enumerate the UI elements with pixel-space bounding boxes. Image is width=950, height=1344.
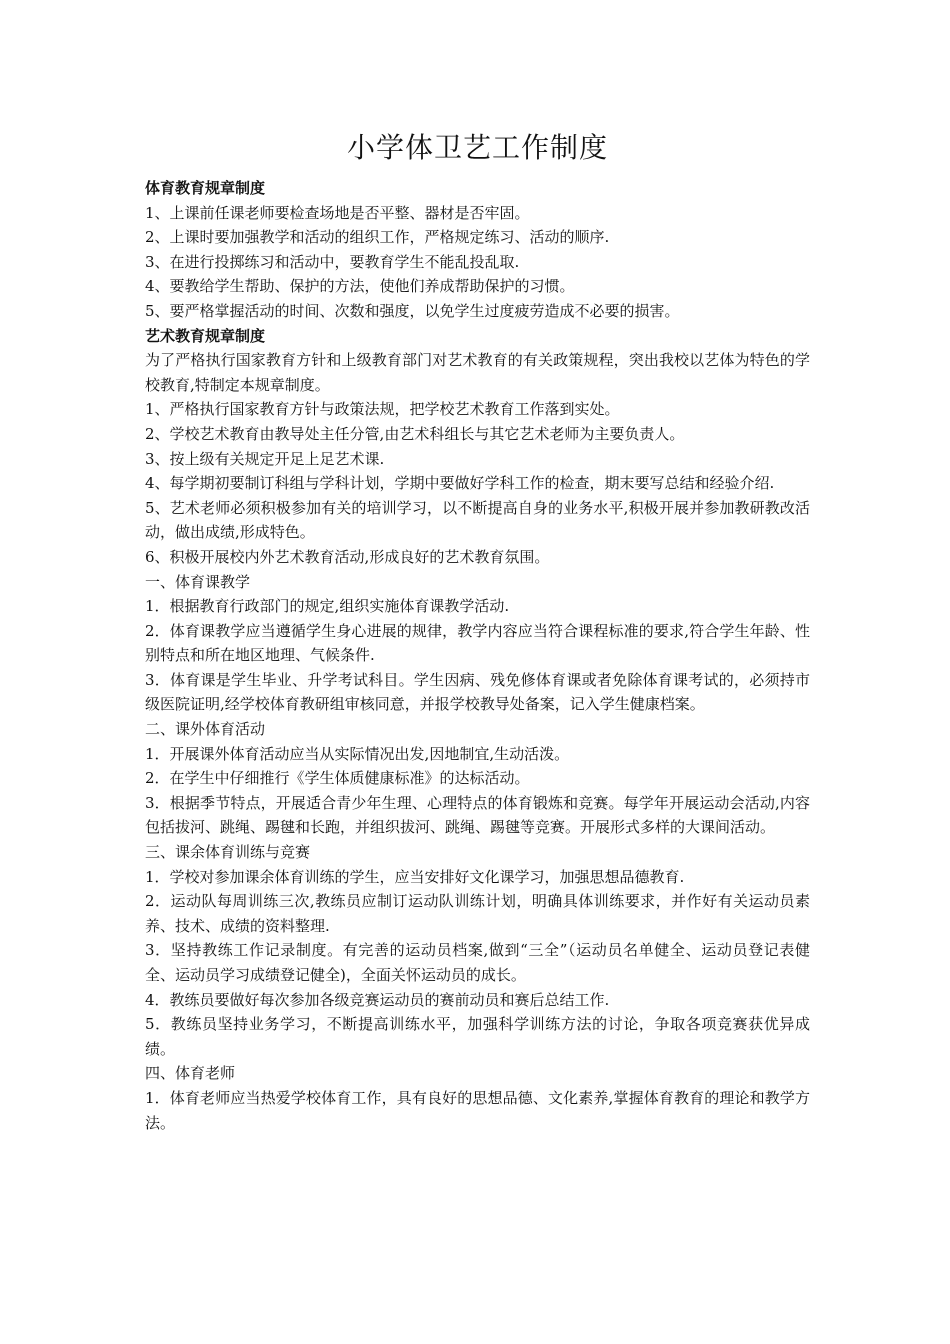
document-page	[145, 128, 810, 1135]
body-paragraph: 二、课外体育活动	[145, 720, 266, 739]
body-paragraph: 2．运动队每周训练三次,教练员应制订运动队训练计划，明确具体训练要求，并作好有关运动员素养、技术、成绩的资料整理.	[145, 892, 810, 935]
body-paragraph: 为了严格执行国家教育方针和上级教育部门对艺术教育的有关政策规程，突出我校以艺体为特色的学校教育,特制定本规章制度。	[145, 351, 810, 394]
body-paragraph: 3．体育课是学生毕业、升学考试科目。学生因病、残免修体育课或者免除体育课考试的，必须持市级医院证明,经学校体育教研组审核同意，并报学校教导处备案，记入学生健康档案。	[145, 670, 810, 714]
body-paragraph: 1．开展课外体育活动应当从实际情况出发,因地制宜,生动活泼。	[145, 744, 570, 763]
body-paragraph: 2．在学生中仔细推行《学生体质健康标准》的达标活动。	[145, 769, 530, 788]
body-paragraph: 2．体育课教学应当遵循学生身心进展的规律，教学内容应当符合课程标准的要求,符合学生年龄、性别特点和所在地区地理、气候条件.	[145, 621, 810, 665]
body-paragraph: 三、课余体育训练与竞赛	[145, 843, 311, 862]
body-paragraph: 一、体育课教学	[145, 572, 251, 591]
body-paragraph: 4、每学期初要制订科组与学科计划，学期中要做好学科工作的检查，期末要写总结和经验介绍.	[145, 474, 775, 493]
body-paragraph: 3、按上级有关规定开足上足艺术课.	[145, 449, 385, 468]
body-paragraph: 1．根据教育行政部门的规定,组织实施体育课教学活动.	[145, 597, 510, 616]
body-paragraph: 四、体育老师	[145, 1064, 236, 1083]
section-heading: 艺术教育规章制度	[145, 326, 266, 345]
body-paragraph: 1、严格执行国家教育方针与政策法规，把学校艺术教育工作落到实处。	[145, 400, 620, 419]
document-body	[145, 176, 810, 1135]
section-heading: 体育教育规章制度	[145, 179, 266, 197]
body-paragraph: 5、要严格掌握活动的时间、次数和强度，以免学生过度疲劳造成不必要的损害。	[145, 301, 680, 320]
document-title: 小学体卫艺工作制度	[346, 131, 608, 164]
body-paragraph: 3、在进行投掷练习和活动中，要教育学生不能乱投乱取.	[145, 252, 520, 271]
body-paragraph: 3．坚持教练工作记录制度。有完善的运动员档案,做到“三全”（运动员名单健全、运动员登记表健全、运动员学习成绩登记健全)，全面关怀运动员的成长。	[145, 941, 810, 984]
body-paragraph: 1．学校对参加课余体育训练的学生，应当安排好文化课学习，加强思想品德教育.	[145, 867, 685, 886]
body-paragraph: 1．体育老师应当热爱学校体育工作，具有良好的思想品德、文化素养,掌握体育教育的理论和教学方法。	[145, 1088, 810, 1132]
body-paragraph: 2、学校艺术教育由教导处主任分管,由艺术科组长与其它艺术老师为主要负责人。	[145, 424, 685, 443]
body-paragraph: 5、艺术老师必须积极参加有关的培训学习，以不断提高自身的业务水平,积极开展并参加教研教改活动，做出成绩,形成特色。	[145, 498, 810, 542]
body-paragraph: 5．教练员坚持业务学习，不断提高训练水平，加强科学训练方法的讨论，争取各项竞赛获优异成绩。	[145, 1015, 810, 1058]
body-paragraph: 2、上课时要加强教学和活动的组织工作，严格规定练习、活动的顺序.	[145, 228, 610, 247]
body-paragraph: 4．教练员要做好每次参加各级竞赛运动员的赛前动员和赛后总结工作.	[145, 990, 610, 1009]
body-paragraph: 4、要教给学生帮助、保护的方法，使他们养成帮助保护的习惯。	[145, 277, 575, 296]
body-paragraph: 6、积极开展校内外艺术教育活动,形成良好的艺术教育氛围。	[145, 547, 550, 566]
body-paragraph: 3．根据季节特点，开展适合青少年生理、心理特点的体育锻炼和竞赛。每学年开展运动会活动,内容包括拔河、跳绳、踢毽和长跑，并组织拔河、跳绳、踢毽等竞赛。开展形式多样的大课间活动。	[145, 793, 810, 837]
body-paragraph: 1、上课前任课老师要检查场地是否平整、器材是否牢固。	[145, 203, 530, 222]
